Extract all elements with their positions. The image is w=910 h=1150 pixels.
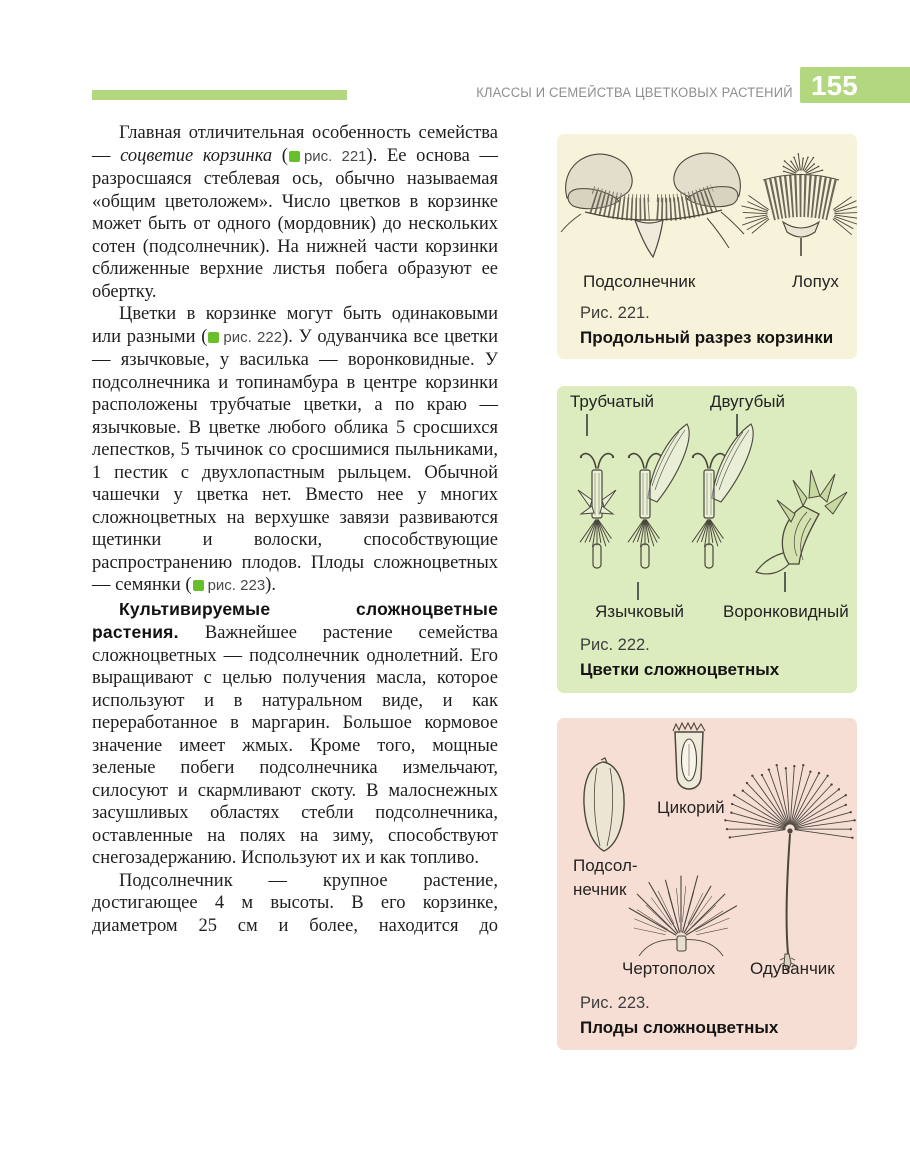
paragraph [92, 870, 498, 938]
paragraph-text: ). [265, 575, 276, 595]
label-burdock: Лопух [792, 272, 839, 291]
label-sunflower-section: Подсолнечник [583, 272, 696, 291]
paragraph-text: соцветие корзинка [120, 145, 273, 166]
article-text [92, 122, 498, 937]
header-rule [92, 90, 347, 100]
figure-222-box [557, 386, 857, 693]
running-header: КЛАССЫ И СЕМЕЙСТВА ЦВЕТКОВЫХ РАСТЕНИЙ [476, 85, 793, 100]
paragraph-text: ( [272, 145, 288, 166]
figure-marker-icon [289, 151, 300, 162]
figure-marker-icon [208, 332, 219, 343]
paragraph-text: Важнейшее растение семейства сложноцветных — подсолнечник однолетний. Его выращивают с целью получения масла, которое используют и в натуральном виде, и как переработанное в маргарин. Большое кормовое значение имеет жмых. Кроме того, мощные зеленые побеги подсолнечника измельчают, силосуют и скармливают скоту. В малоснежных засушливых областях стебли подсолнечника, оставленные на полях на зиму, способствуют снегозадержанию. Используют их и как топливо. [92, 623, 498, 868]
figure-reference: рис. 223 [192, 577, 266, 594]
paragraph-text: ). Ее основа — разросшаяся стеблевая ось, обычно называемая «общим цветоложем». Число цветков в корзинке может быть от одного (мордовник) до нескольких сотен (подсолнечник). На нижней части корзинки сближенные верхние листья побега образуют ее обертку. [92, 145, 498, 302]
label-sunflower-fruit-2: нечник [573, 880, 627, 899]
figure-221-title: Продольный разрез корзинки [580, 328, 834, 347]
paragraph-text: ). У одуванчика все цветки — язычковые, у василька — воронковидные. У подсолнечника и топинамбура в центре корзинки расположены трубчатые цветки, а по краю — язычковые. В цветке любого облика 5 сросшихся лепестков, 5 тычинок со сросшимися пыльниками, 1 пестик с двухлопастным рыльцем. Обычной чашечки у цветка нет. Вместо нее у многих сложноцветных на верхушке завязи развиваются щетинки и волоски, способствующие распространению плодов. Плоды сложноцветных — семянки ( [92, 326, 498, 595]
label-thistle: Чертополох [622, 959, 716, 978]
figure-222-number: Рис. 222. [580, 636, 650, 654]
paragraph [92, 122, 498, 303]
label-ligulate: Язычковый [595, 602, 684, 621]
figure-222-title: Цветки сложноцветных [580, 660, 780, 679]
figure-221-box [557, 134, 857, 359]
basket-section-drawing [557, 134, 857, 359]
paragraph-text: Цветки в корзинке могут быть одинаковыми или разными ( [92, 304, 498, 347]
figure-reference: рис. 221 [288, 148, 367, 165]
figure-marker-icon [193, 580, 204, 591]
label-chicory: Цикорий [657, 798, 725, 817]
figure-223-box [557, 718, 857, 1050]
label-sunflower-fruit-1: Подсол- [573, 856, 638, 875]
label-funnel: Воронковидный [723, 602, 849, 621]
paragraph-text: Подсолнечник — крупное растение, достигающее 4 м высоты. В его корзинке, диаметром 25 см и более, находится до [92, 870, 498, 936]
label-tubular: Трубчатый [570, 392, 654, 411]
label-two-lipped: Двугубый [710, 392, 786, 411]
figure-223-number: Рис. 223. [580, 994, 650, 1012]
paragraph [92, 598, 498, 870]
page-number-badge: 155 [800, 67, 910, 103]
paragraph-text: Главная отличительная особенность семейства — [92, 123, 498, 166]
figure-reference: рис. 222 [207, 329, 282, 346]
label-dandelion: Одуванчик [750, 959, 835, 978]
figure-223-title: Плоды сложноцветных [580, 1018, 779, 1037]
figure-221-number: Рис. 221. [580, 304, 650, 322]
paragraph-lead-bold: Культивируемые сложноцветные растения. [92, 598, 498, 642]
paragraph [92, 303, 498, 598]
